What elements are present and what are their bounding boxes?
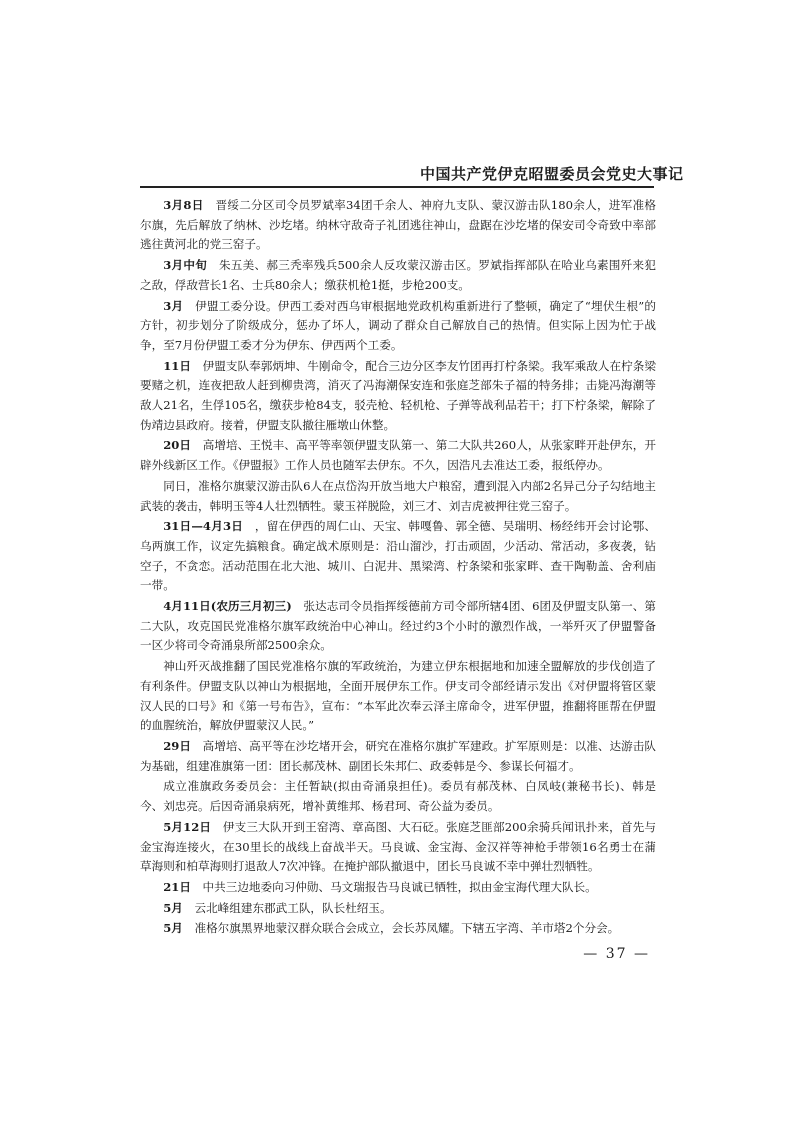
entry-text: 伊盟工委分设。伊西工委对西乌审根据地党政机构重新进行了整顿，确定了“埋伏生根”的方针，初步划分了阶级成分，惩办了坏人，调动了群众自己解放自己的热情。但实际上因为忙于战争，至7月份伊盟工委才分为伊东、伊西两个工委。 <box>140 298 656 352</box>
entry-text: 同日，准格尔旗蒙汉游击队6人在点岱沟开放当地大户粮窑，遭到混入内部2名异己分子勾结地主武装的袭击，韩明玉等4人壮烈牺牲。蒙玉祥脱险，刘三才、刘吉虎被押往党三窑子。 <box>140 478 656 513</box>
chronicle-entry <box>140 297 656 356</box>
entry-date: 29日 <box>163 738 191 753</box>
chronicle-entry <box>140 477 656 516</box>
entry-text: 高增培、高平等在沙圪堵开会，研究在准格尔旗扩军建政。扩军原则是：以准、达游击队为基础，组建准旗第一团：团长郝茂林、副团长朱邦仁、政委韩是今、参谋长何福才。 <box>140 738 656 773</box>
entry-date: 3月8日 <box>163 198 204 212</box>
entry-text: 云北峰组建东郡武工队，队长杜绍玉。 <box>194 900 392 915</box>
chronicle-entry <box>140 196 656 255</box>
chronicle-entry <box>140 919 656 939</box>
entry-date: 5月 <box>163 921 183 936</box>
chronicle-entry <box>140 878 656 898</box>
entry-date: 20日 <box>163 438 192 453</box>
entry-date: 5月12日 <box>163 819 212 834</box>
entry-text: 成立准旗政务委员会：主任暂缺(拟由奇涌泉担任)。委员有郝茂林、白凤岐(兼秘书长)、韩是今、刘忠亮。后因奇涌泉病死，增补黄维邦、杨君珂、奇公益为委员。 <box>140 779 656 814</box>
chronicle-entry <box>140 436 656 475</box>
running-header-title: 中国共产党伊克昭盟委员会党史大事记 <box>420 165 684 183</box>
entry-text: 晋绥二分区司令员罗斌率34团千余人、神府九支队、蒙汉游击队180余人，进军准格尔旗，先后解放了纳林、沙圪堵。纳林守敌奇子礼团逃往神山，盘踞在沙圪堵的保安司令奇致中率部逃往黄河北的党三窑子。 <box>140 198 656 252</box>
entry-text: 朱五美、郝三秃率残兵500余人反攻蒙汉游击区。罗斌指挥部队在哈业乌素围歼来犯之敌，俘敌营长1名、士兵80余人；缴获机枪1挺，步枪200支。 <box>140 258 656 292</box>
entry-date: 5月 <box>163 900 183 915</box>
entry-date: 4月11日(农历三月初三) <box>163 599 292 614</box>
header-rule <box>140 186 654 188</box>
chronicle-entry <box>140 737 656 776</box>
chronicle-entry <box>140 899 656 919</box>
entry-text: 中共三边地委向习仲勋、马文瑞报告马良诚已牺牲，拟由金宝海代理大队长。 <box>202 879 597 894</box>
entry-text: 张达志司令员指挥绥德前方司令部所辖4团、6团及伊盟支队第一、第二大队，攻克国民党准格尔旗军政统治中心神山。经过约3个小时的激烈作战，一举歼灭了伊盟警备一区少将司令奇涌泉所部2500余众。 <box>140 599 656 653</box>
entry-text: 神山歼灭战推翻了国民党准格尔旗的军政统治，为建立伊东根据地和加速全盟解放的步伐创造了有利条件。伊盟支队以神山为根据地，全面开展伊东工作。伊支司令部经请示发出《对伊盟将管区蒙汉人民的口号》和《第一号布告》，宣布：“本军此次奉云泽主席命令，进军伊盟，推翻将匪帮在伊盟的血腥统治，解放伊盟蒙汉人民。” <box>140 659 656 733</box>
entry-text: 高增培、王悦丰、高平等率领伊盟支队第一、第二大队共260人，从张家畔开赴伊东，开辟外线新区工作。《伊盟报》工作人员也随军去伊东。不久，因浩凡去准达工委，报纸停办。 <box>140 438 656 473</box>
entry-date: 3月中旬 <box>163 258 208 273</box>
entry-date: 31日—4月3日 <box>163 519 244 534</box>
entry-date: 21日 <box>163 879 191 894</box>
entry-date: 11日 <box>163 358 191 373</box>
entry-text: 伊支三大队开到王窑湾、章高图、大石砭。张庭芝匪部200余骑兵闻讯扑来，首先与金宝海连接火，在30里长的战线上奋战半天。马良诚、金宝海、金汉祥等神枪手带领16名勇士在蒲草海则和柏草海则打退敌人7次冲锋。在掩护部队撤退中，团长马良诚不幸中弹壮烈牺牲。 <box>140 819 656 874</box>
chronicle-entry <box>140 777 656 816</box>
entry-date: 3月 <box>163 298 184 313</box>
chronicle-body <box>140 196 656 940</box>
page-number: — 37 — <box>583 946 650 962</box>
chronicle-entry <box>140 256 656 295</box>
entry-text: 准格尔旗黑界地蒙汉群众联合会成立，会长苏凤耀。下辖五字湾、羊市塔2个分会。 <box>194 921 620 936</box>
chronicle-entry <box>140 597 656 656</box>
chronicle-entry <box>140 357 656 436</box>
chronicle-entry <box>140 818 656 877</box>
chronicle-entry <box>140 657 656 736</box>
entry-text: 伊盟支队奉郭炳坤、牛刚命令，配合三边分区李友竹团再打柠条梁。我军乘敌人在柠条梁要赌之机，连夜把敌人赶到柳贵湾，消灭了冯海潮保安连和张庭芝部朱子福的特务排；击毙冯海潮等敌人21名，生俘105名，缴获步枪84支，驳壳枪、轻机枪、子弹等战利品若干；打下柠条梁，解除了伪靖边县政府。接着，伊盟支队撤往雁墩山休整。 <box>140 358 656 432</box>
chronicle-entry <box>140 517 656 596</box>
entry-text: ，留在伊西的周仁山、天宝、韩嘎鲁、郭全德、吴瑞明、杨经纬开会讨论鄂、乌两旗工作，议定先搞粮食。确定战术原则是：沿山溜沙，打击顽固，少活动、常活动，多夜袭，钻空子，不贪恋。活动范围在北大池、城川、白泥井、黑梁湾、柠条梁和张家畔、查干陶勒盖、舍利庙一带。 <box>140 519 656 593</box>
